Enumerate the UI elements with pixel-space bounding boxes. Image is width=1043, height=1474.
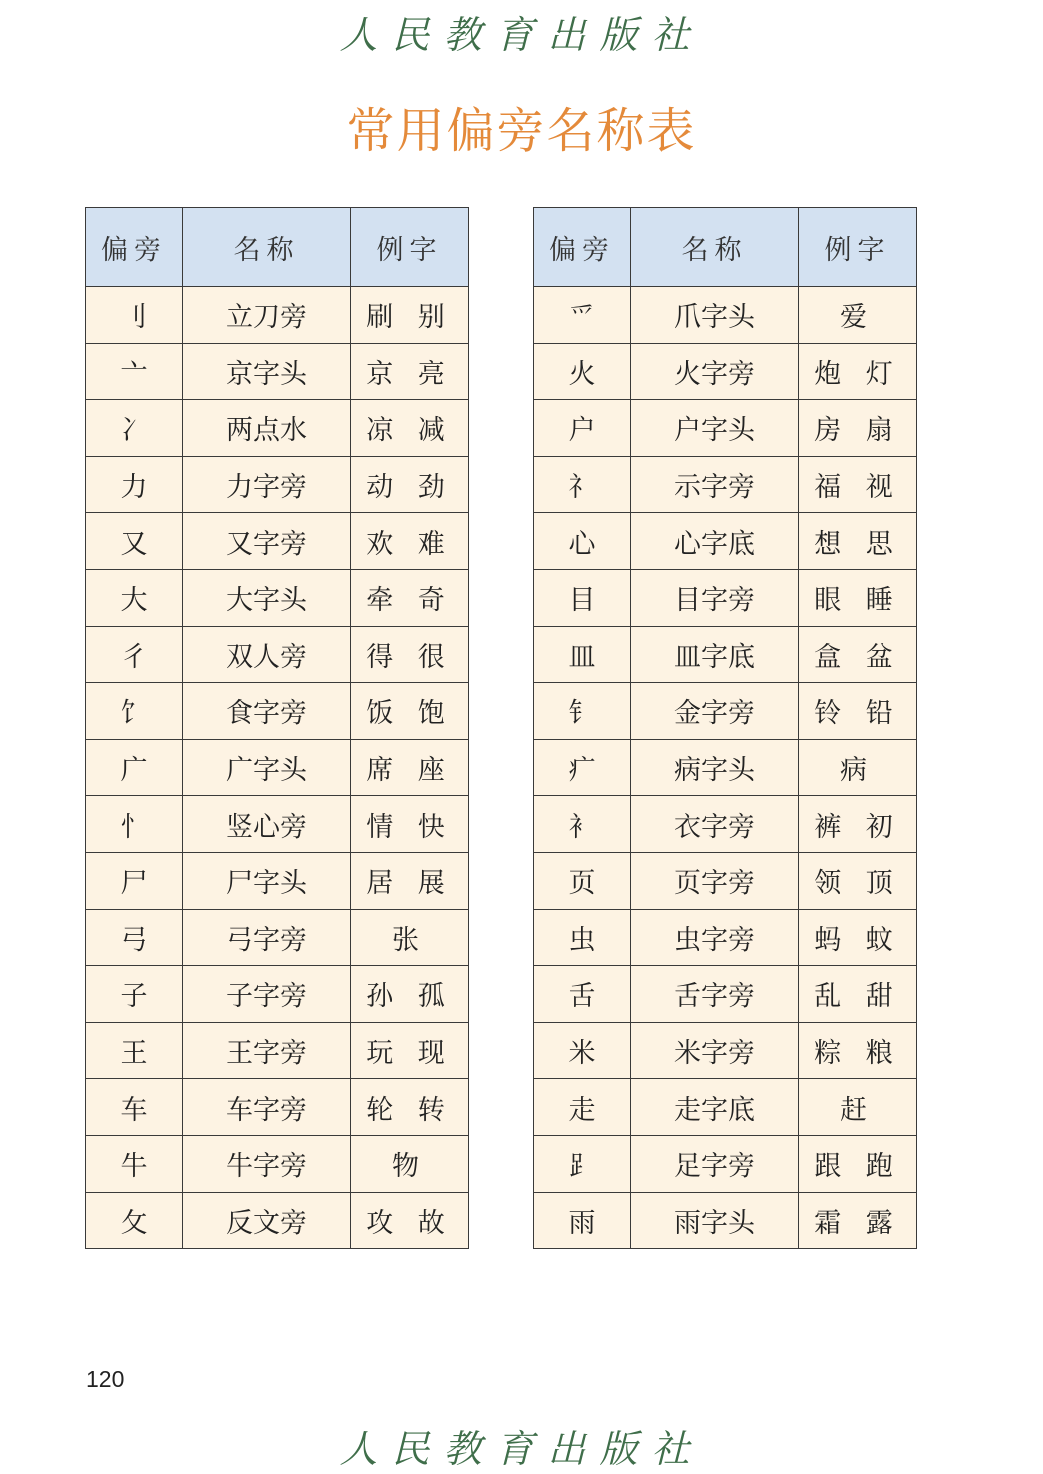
- radical-cell: 心: [534, 513, 631, 570]
- name-cell: 车字旁: [183, 1079, 351, 1136]
- name-cell: 立刀旁: [183, 287, 351, 344]
- table-row: [86, 683, 469, 740]
- name-cell: 金字旁: [631, 683, 799, 740]
- name-cell: 病字头: [631, 739, 799, 796]
- table-row: [534, 287, 917, 344]
- examples-cell: 霜 露: [799, 1192, 917, 1249]
- header-radical: 偏旁: [534, 208, 631, 287]
- name-cell: 尸字头: [183, 852, 351, 909]
- table-row: [86, 1192, 469, 1249]
- examples-cell: 爱: [799, 287, 917, 344]
- examples-cell: 病: [799, 739, 917, 796]
- examples-cell: 玩 现: [351, 1022, 469, 1079]
- header-examples: 例字: [799, 208, 917, 287]
- radical-cell: 尸: [86, 852, 183, 909]
- radical-cell: 亠: [86, 343, 183, 400]
- table-row: [534, 796, 917, 853]
- radical-cell: 饣: [86, 683, 183, 740]
- table-row: [86, 513, 469, 570]
- radical-cell: 疒: [534, 739, 631, 796]
- radical-cell: 目: [534, 569, 631, 626]
- table-row: [86, 1079, 469, 1136]
- table-row: [534, 852, 917, 909]
- table-row: [534, 1135, 917, 1192]
- radical-cell: 火: [534, 343, 631, 400]
- radical-cell: 大: [86, 569, 183, 626]
- page-number: 120: [86, 1366, 125, 1392]
- name-cell: 力字旁: [183, 456, 351, 513]
- radical-cell: 刂: [86, 287, 183, 344]
- radical-cell: 牛: [86, 1135, 183, 1192]
- radical-cell: 车: [86, 1079, 183, 1136]
- table-row: [86, 739, 469, 796]
- examples-cell: 凉 减: [351, 400, 469, 457]
- header-radical: 偏旁: [86, 208, 183, 287]
- table-row: [86, 909, 469, 966]
- radical-cell: 广: [86, 739, 183, 796]
- table-row: [86, 400, 469, 457]
- name-cell: 爪字头: [631, 287, 799, 344]
- radical-cell: 皿: [534, 626, 631, 683]
- name-cell: 心字底: [631, 513, 799, 570]
- table-row: [86, 343, 469, 400]
- name-cell: 两点水: [183, 400, 351, 457]
- examples-cell: 动 劲: [351, 456, 469, 513]
- radical-cell: 走: [534, 1079, 631, 1136]
- publisher-logo-bottom: 人民教育出版社: [339, 1427, 704, 1471]
- radical-cell: 忄: [86, 796, 183, 853]
- header-name: 名称: [183, 208, 351, 287]
- name-cell: 食字旁: [183, 683, 351, 740]
- examples-cell: 饭 饱: [351, 683, 469, 740]
- name-cell: 页字旁: [631, 852, 799, 909]
- table-row: [534, 456, 917, 513]
- name-cell: 反文旁: [183, 1192, 351, 1249]
- table-row: [86, 1135, 469, 1192]
- table-row: [534, 966, 917, 1023]
- name-cell: 户字头: [631, 400, 799, 457]
- radical-cell: 又: [86, 513, 183, 570]
- examples-cell: 刷 别: [351, 287, 469, 344]
- radical-rows-right: [534, 287, 917, 1249]
- examples-cell: 孙 孤: [351, 966, 469, 1023]
- radical-cell: 子: [86, 966, 183, 1023]
- radical-cell: 舌: [534, 966, 631, 1023]
- examples-cell: 得 很: [351, 626, 469, 683]
- table-row: [534, 1022, 917, 1079]
- name-cell: 衣字旁: [631, 796, 799, 853]
- examples-cell: 牵 奇: [351, 569, 469, 626]
- page-title: 常用偏旁名称表: [346, 103, 697, 159]
- name-cell: 火字旁: [631, 343, 799, 400]
- header-name: 名称: [631, 208, 799, 287]
- radical-cell: 雨: [534, 1192, 631, 1249]
- examples-cell: 盒 盆: [799, 626, 917, 683]
- examples-cell: 赶: [799, 1079, 917, 1136]
- examples-cell: 裤 初: [799, 796, 917, 853]
- table-row: [86, 287, 469, 344]
- examples-cell: 跟 跑: [799, 1135, 917, 1192]
- table-row: [534, 1192, 917, 1249]
- table-row: [534, 739, 917, 796]
- radical-cell: 户: [534, 400, 631, 457]
- name-cell: 雨字头: [631, 1192, 799, 1249]
- name-cell: 竖心旁: [183, 796, 351, 853]
- table-row: [534, 626, 917, 683]
- examples-cell: 欢 难: [351, 513, 469, 570]
- examples-cell: 攻 故: [351, 1192, 469, 1249]
- table-row: [534, 400, 917, 457]
- name-cell: 大字头: [183, 569, 351, 626]
- name-cell: 目字旁: [631, 569, 799, 626]
- name-cell: 足字旁: [631, 1135, 799, 1192]
- table-row: [534, 1079, 917, 1136]
- name-cell: 牛字旁: [183, 1135, 351, 1192]
- table-row: [86, 456, 469, 513]
- name-cell: 虫字旁: [631, 909, 799, 966]
- header-examples: 例字: [351, 208, 469, 287]
- examples-cell: 房 扇: [799, 400, 917, 457]
- table-row: [86, 796, 469, 853]
- name-cell: 双人旁: [183, 626, 351, 683]
- name-cell: 王字旁: [183, 1022, 351, 1079]
- radical-cell: 钅: [534, 683, 631, 740]
- radical-cell: 礻: [534, 456, 631, 513]
- radical-cell: 王: [86, 1022, 183, 1079]
- radical-cell: 页: [534, 852, 631, 909]
- examples-cell: 粽 粮: [799, 1022, 917, 1079]
- table-row: [86, 569, 469, 626]
- radical-cell: 弓: [86, 909, 183, 966]
- examples-cell: 轮 转: [351, 1079, 469, 1136]
- table-row: [534, 343, 917, 400]
- radical-cell: 爫: [534, 287, 631, 344]
- radical-cell: 彳: [86, 626, 183, 683]
- examples-cell: 炮 灯: [799, 343, 917, 400]
- examples-cell: 想 思: [799, 513, 917, 570]
- examples-cell: 席 座: [351, 739, 469, 796]
- table-row: [534, 569, 917, 626]
- table-row: [86, 1022, 469, 1079]
- name-cell: 走字底: [631, 1079, 799, 1136]
- name-cell: 子字旁: [183, 966, 351, 1023]
- radical-table-left: [85, 207, 469, 1249]
- radical-cell: ⻊: [534, 1135, 631, 1192]
- examples-cell: 眼 睡: [799, 569, 917, 626]
- examples-cell: 蚂 蚊: [799, 909, 917, 966]
- name-cell: 广字头: [183, 739, 351, 796]
- examples-cell: 物: [351, 1135, 469, 1192]
- radical-cell: 衤: [534, 796, 631, 853]
- radical-cell: 力: [86, 456, 183, 513]
- examples-cell: 情 快: [351, 796, 469, 853]
- name-cell: 舌字旁: [631, 966, 799, 1023]
- radical-cell: 冫: [86, 400, 183, 457]
- name-cell: 皿字底: [631, 626, 799, 683]
- examples-cell: 领 顶: [799, 852, 917, 909]
- radical-cell: 攵: [86, 1192, 183, 1249]
- name-cell: 弓字旁: [183, 909, 351, 966]
- radical-table-right: [533, 207, 917, 1249]
- radical-cell: 米: [534, 1022, 631, 1079]
- examples-cell: 福 视: [799, 456, 917, 513]
- table-row: [86, 966, 469, 1023]
- table-row: [86, 852, 469, 909]
- table-row: [534, 683, 917, 740]
- name-cell: 京字头: [183, 343, 351, 400]
- examples-cell: 铃 铅: [799, 683, 917, 740]
- table-row: [86, 626, 469, 683]
- examples-cell: 乱 甜: [799, 966, 917, 1023]
- examples-cell: 张: [351, 909, 469, 966]
- examples-cell: 居 展: [351, 852, 469, 909]
- radical-rows-left: [86, 287, 469, 1249]
- table-row: [534, 513, 917, 570]
- name-cell: 又字旁: [183, 513, 351, 570]
- publisher-logo-top: 人民教育出版社: [339, 13, 704, 57]
- name-cell: 米字旁: [631, 1022, 799, 1079]
- name-cell: 示字旁: [631, 456, 799, 513]
- examples-cell: 京 亮: [351, 343, 469, 400]
- table-row: [534, 909, 917, 966]
- radical-cell: 虫: [534, 909, 631, 966]
